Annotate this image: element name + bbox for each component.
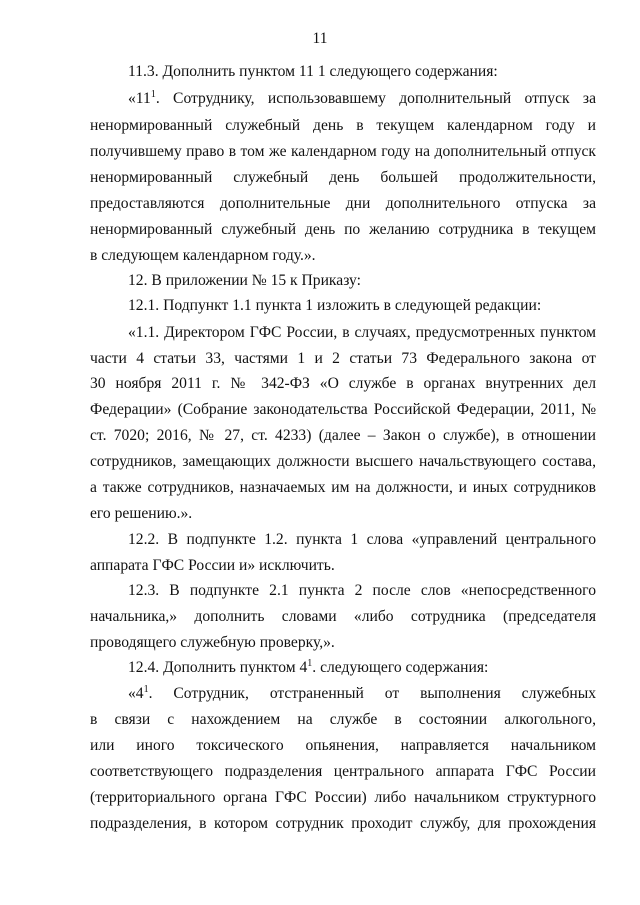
text-line: ненормированный служебный день по желанию сотрудника в текущем: [90, 221, 596, 238]
text-line: «$4^1$. Сотрудник, отстраненный от выполнения служебных: [128, 684, 596, 702]
text-line: (территориального органа ГФС России) либо начальником структурного: [90, 789, 596, 806]
text-line: ненормированный служебный день большей продолжительности,: [90, 169, 596, 186]
text-line: части 4 статьи 33, частями 1 и 2 статьи 73 Федерального закона от: [90, 350, 596, 367]
text-line: подразделения, в котором сотрудник проходит службу, для прохождения: [90, 815, 596, 832]
text-line: а также сотрудников, назначаемых им на должности, и иных сотрудников: [90, 479, 596, 496]
text-line: в связи с нахождением на службе в состоянии алкогольного,: [90, 711, 596, 728]
text-line: аппарата ГФС России и» исключить.: [90, 557, 335, 574]
text-line: в следующем календарном году.».: [90, 247, 316, 264]
text-line: ненормированный служебный день в текущем календарном году и: [90, 117, 596, 134]
text-line: ст. 7020; 2016, № 27, ст. 4233) (далее – Закон о службе), в отношении: [90, 427, 596, 444]
text-line: проводящего служебную проверку,».: [90, 634, 335, 651]
text-line: 11.3. Дополнить пунктом 11 1 следующего содержания:: [128, 63, 498, 80]
text-line: «1.1. Директором ГФС России, в случаях, предусмотренных пунктом: [128, 324, 596, 341]
text-line: начальника,» дополнить словами «либо сотрудника (председателя: [90, 608, 596, 625]
page-number: 11: [312, 30, 328, 47]
text-line: его решению.».: [90, 505, 193, 522]
text-line: 12.3. В подпункте 2.1 пункта 2 после слов «непосредственного: [128, 582, 596, 599]
text-line: 12.2. В подпункте 1.2. пункта 1 слова «управлений центрального: [128, 531, 596, 548]
text-line: 30 ноября 2011 г. № 342-ФЗ «О службе в органах внутренних дел: [90, 375, 596, 392]
text-line: Федерации» (Собрание законодательства Российской Федерации, 2011, №: [90, 401, 596, 418]
text-line: 12. В приложении № 15 к Приказу:: [128, 272, 361, 289]
text-line: сотрудников, замещающих должности высшего начальствующего состава,: [90, 453, 596, 470]
text-line: соответствующего подразделения центрального аппарата ГФС России: [90, 763, 596, 780]
text-line: получившему право в том же календарном году на дополнительный отпуск: [90, 143, 596, 160]
text-line: или иного токсического опьянения, направляется начальником: [90, 737, 596, 754]
text-line: 12.4. Дополнить пунктом $4^1$. следующего содержания:: [128, 657, 489, 676]
text-line: 12.1. Подпункт 1.1 пункта 1 изложить в следующей редакции:: [128, 297, 542, 314]
text-line: «$11^1$. Сотруднику, использовавшему дополнительный отпуск за: [128, 89, 596, 107]
text-line: предоставляются дополнительные дни дополнительного отпуска за: [90, 195, 596, 212]
